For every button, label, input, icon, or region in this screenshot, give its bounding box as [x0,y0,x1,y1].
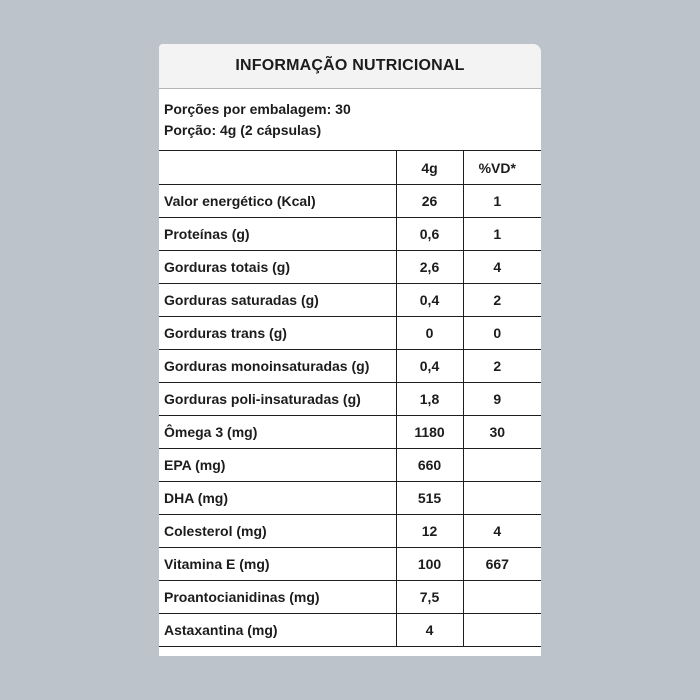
nutrient-name: Colesterol (mg) [159,515,396,548]
nutrient-name: Gorduras poli-insaturadas (g) [159,383,396,416]
nutrient-amount: 2,6 [396,251,463,284]
nutrient-vd: 0 [463,317,531,350]
table-row [159,515,541,548]
label-title: INFORMAÇÃO NUTRICIONAL [159,44,541,89]
nutrient-name: Gorduras monoinsaturadas (g) [159,350,396,383]
nutrient-amount: 7,5 [396,581,463,614]
nutrient-vd [463,614,531,647]
nutrient-name: DHA (mg) [159,482,396,515]
nutrient-amount: 0,4 [396,284,463,317]
nutrient-vd: 4 [463,251,531,284]
table-header-row [159,151,541,185]
nutrient-name: Ômega 3 (mg) [159,416,396,449]
servings-per-package: Porções por embalagem: 30 [164,101,351,117]
nutrient-name: Proteínas (g) [159,218,396,251]
table-row [159,185,541,218]
nutrient-amount: 515 [396,482,463,515]
header-vd-cell: %VD* [463,151,531,185]
nutrient-amount: 660 [396,449,463,482]
table-row [159,350,541,383]
nutrient-amount: 4 [396,614,463,647]
table-row [159,251,541,284]
table-row [159,614,541,647]
nutrition-label [159,44,541,656]
nutrient-vd: 1 [463,218,531,251]
servings-info [159,89,541,151]
table-row [159,482,541,515]
nutrient-vd: 2 [463,284,531,317]
table-row [159,416,541,449]
table-row [159,284,541,317]
nutrient-vd: 30 [463,416,531,449]
nutrient-amount: 0 [396,317,463,350]
nutrient-name: Valor energético (Kcal) [159,185,396,218]
header-name-cell [159,151,396,185]
nutrient-vd [463,581,531,614]
table-row [159,449,541,482]
table-row [159,383,541,416]
table-row [159,218,541,251]
nutrient-name: Gorduras saturadas (g) [159,284,396,317]
table-row [159,548,541,581]
nutrient-vd [463,449,531,482]
nutrient-vd: 2 [463,350,531,383]
nutrient-name: Vitamina E (mg) [159,548,396,581]
nutrient-name: Astaxantina (mg) [159,614,396,647]
nutrient-amount: 0,6 [396,218,463,251]
nutrient-vd [463,482,531,515]
nutrient-amount: 1180 [396,416,463,449]
table-row [159,581,541,614]
nutrient-amount: 1,8 [396,383,463,416]
nutrient-vd: 667 [463,548,531,581]
nutrient-name: Gorduras trans (g) [159,317,396,350]
nutrient-vd: 1 [463,185,531,218]
table-row [159,317,541,350]
nutrient-amount: 0,4 [396,350,463,383]
nutrition-table [159,151,541,647]
nutrient-name: Gorduras totais (g) [159,251,396,284]
nutrient-name: Proantocianidinas (mg) [159,581,396,614]
header-amount-cell: 4g [396,151,463,185]
nutrient-amount: 12 [396,515,463,548]
nutrient-amount: 100 [396,548,463,581]
nutrient-amount: 26 [396,185,463,218]
nutrient-vd: 9 [463,383,531,416]
nutrient-name: EPA (mg) [159,449,396,482]
nutrient-vd: 4 [463,515,531,548]
serving-size: Porção: 4g (2 cápsulas) [164,122,322,138]
